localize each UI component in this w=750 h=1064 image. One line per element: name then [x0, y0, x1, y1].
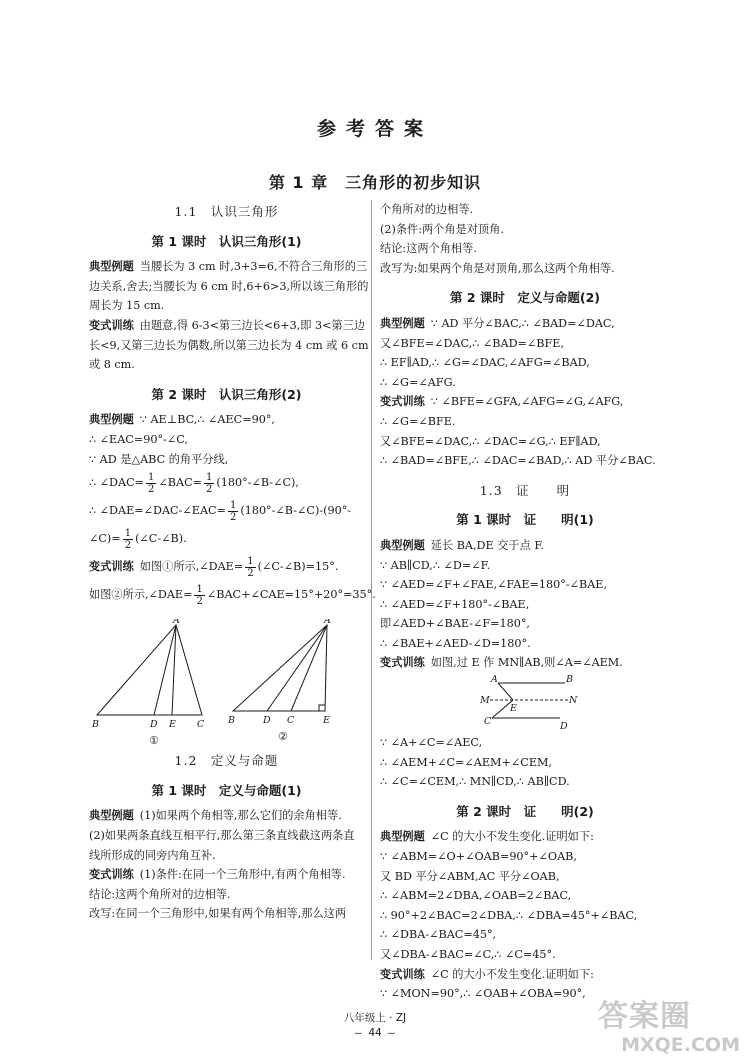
answer-line: ∴ ∠EAC=90°-∠C, — [89, 432, 188, 446]
fig1-label-e: E — [169, 719, 176, 731]
answer-line: 典型例题 ∵ AD 平分∠BAC,∴ ∠BAD=∠DAC, — [380, 316, 615, 330]
answer-line: ∴ ∠BAE+∠AED-∠D=180°. — [380, 636, 531, 650]
answer-line: 又∠BFE=∠DAC,∴ ∠DAC=∠G,∴ EF∥AD, — [380, 434, 601, 448]
answer-line: ∴ ∠AEM+∠C=∠AEM+∠CEM, — [380, 755, 552, 769]
practice-label: 变式训练 — [89, 560, 134, 574]
answer-line: (2)条件:两个角是对顶角. — [380, 222, 504, 236]
lesson-2-title: 第 2 课时 认识三角形(2) — [151, 386, 302, 402]
answer-line: ∵ ∠MON=90°,∴ ∠OAB+∠OBA=90°, — [380, 987, 586, 1001]
left-column — [89, 200, 376, 924]
fig2-label-b: B — [228, 715, 235, 727]
practice-label: 变式训练 — [89, 868, 134, 882]
fig1-caption: ① — [149, 734, 159, 748]
fig1-label-b: B — [92, 719, 99, 731]
answer-line: 变式训练 由题意,得 6-3<第三边长<6+3,即 3<第三边 — [89, 318, 366, 332]
watermark-url: MXQE.COM — [621, 1034, 740, 1056]
lesson-5-title: 第 1 课时 证 明(1) — [456, 512, 594, 528]
fraction: $\frac{1}{2}$ — [206, 471, 213, 495]
lesson-3-title: 第 1 课时 定义与命题(1) — [151, 782, 302, 798]
triangle-diagrams — [89, 619, 364, 747]
right-column — [380, 200, 670, 1004]
triangle-figures — [89, 619, 364, 747]
example-label: 典型例题 — [380, 538, 425, 552]
example-label: 典型例题 — [89, 413, 134, 427]
answer-line: ∴ ∠DBA-∠BAC=45°, — [380, 928, 497, 942]
answer-line: 又∠BFE=∠DAC,∴ ∠BAD=∠BFE, — [380, 336, 564, 350]
answer-line: 周长为 15 cm. — [89, 299, 165, 313]
example-label: 典型例题 — [89, 809, 134, 823]
answer-line: ∴ ∠C=∠CEM,∴ MN∥CD,∴ AB∥CD. — [380, 775, 570, 789]
answer-line: 边关系,舍去;当腰长为 6 cm 时,6+6>3,所以该三角形的 — [89, 279, 369, 293]
answer-line: 变式训练 (1)条件:在同一个三角形中,有两个角相等. — [89, 868, 346, 882]
answer-line: 改写:在同一个三角形中,如果有两个角相等,那么这两 — [89, 907, 347, 921]
answer-line: ∵ ∠ABM=∠O+∠OAB=90°+∠OAB, — [380, 850, 577, 864]
answer-line: ∴ EF∥AD,∴ ∠G=∠DAC,∠AFG=∠BAD, — [380, 356, 590, 370]
fig2-label-d: D — [263, 715, 271, 727]
answer-line: 典型例题 延长 BA,DE 交于点 F. — [380, 538, 544, 552]
answer-line: 变式训练 ∵ ∠BFE=∠GFA,∠AFG=∠G,∠AFG, — [380, 395, 624, 409]
chapter-title: 第 1 章 三角形的初步知识 — [268, 173, 482, 192]
fraction: $\frac{1}{2}$ — [124, 527, 132, 551]
answer-line: 或 8 cm. — [89, 358, 135, 372]
answer-line: 如图②所示,∠DAE= $\frac{1}{2}$ ∠BAC+∠CAE=15°+20°=35°. — [89, 583, 376, 607]
section-1-2-heading: 1.2 定义与命题 — [174, 753, 279, 769]
fig2-caption: ② — [278, 730, 288, 744]
answer-line: 变式训练 如图,过 E 作 MN∥AB,则∠A=∠AEM. — [380, 656, 623, 670]
answer-line: ∴ ∠BAD=∠BFE,∴ ∠DAC=∠BAD,∴ AD 平分∠BAC. — [380, 454, 656, 468]
practice-label: 变式训练 — [380, 395, 425, 409]
example-label: 典型例题 — [380, 316, 425, 330]
mn-label-n: N — [569, 695, 578, 707]
practice-label: 变式训练 — [380, 656, 425, 670]
lesson-1-title: 第 1 课时 认识三角形(1) — [151, 233, 302, 249]
answer-line: 线所形成的同旁内角互补. — [89, 848, 216, 862]
section-1-1-heading: 1.1 认识三角形 — [174, 204, 279, 219]
answer-line: ∵ AB∥CD,∴ ∠D=∠F. — [380, 558, 491, 572]
answer-line: 典型例题 ∵ AE⊥BC,∴ ∠AEC=90°, — [89, 413, 275, 427]
watermark-logo — [598, 1000, 746, 1060]
parallel-lines-diagram — [380, 673, 670, 731]
answer-line: ∴ ∠AED=∠F+180°-∠BAE, — [380, 597, 530, 611]
section-1-3-heading: 1.3 证 明 — [479, 482, 571, 498]
mn-label-a: A — [491, 674, 498, 686]
answer-line: ∴ ∠DAE=∠DAC-∠EAC= $\frac{1}{2}$ (180°-∠B-∠C)-(90°- — [89, 499, 352, 523]
fig1-label-d: D — [150, 719, 158, 731]
fraction: $\frac{1}{2}$ — [247, 555, 254, 579]
fig1-label-a: A — [173, 619, 180, 627]
mn-label-d: D — [560, 721, 568, 732]
column-divider — [371, 200, 372, 960]
fig2-label-e: E — [323, 715, 330, 727]
lesson-4-title: 第 2 课时 定义与命题(2) — [449, 290, 601, 306]
answer-line: ∴ ∠DAC= $\frac{1}{2}$ ∠BAC= $\frac{1}{2}$ (180°-∠B-∠C), — [89, 471, 299, 495]
answer-line: 长<9,又第三边长为偶数,所以第三边长为 4 cm 或 6 cm — [89, 338, 369, 352]
answer-line: ∠C)= $\frac{1}{2}$ (∠C-∠B). — [89, 527, 187, 551]
fig2-label-a: A — [324, 619, 331, 627]
fig1-label-c: C — [197, 719, 205, 731]
answer-line: 结论:这两个角所对的边相等. — [89, 887, 231, 901]
mn-label-c: C — [484, 716, 492, 728]
example-label: 典型例题 — [380, 830, 425, 844]
answer-line: 结论:这两个角相等. — [380, 242, 477, 256]
fraction: $\frac{1}{2}$ — [196, 583, 203, 607]
answer-line: 典型例题 (1)如果两个角相等,那么它们的余角相等. — [89, 809, 342, 823]
answer-line: 又 BD 平分∠ABM,AC 平分∠OAB, — [380, 869, 560, 883]
fig2-label-c: C — [287, 715, 295, 727]
answer-line: 改写为:如果两个角是对顶角,那么这两个角相等. — [380, 261, 615, 275]
example-label: 典型例题 — [89, 260, 134, 274]
practice-label: 变式训练 — [89, 318, 134, 332]
answer-line: (2)如果两条直线互相平行,那么第三条直线截这两条直 — [89, 828, 355, 842]
answer-line: ∴ ∠ABM=2∠DBA,∠OAB=2∠BAC, — [380, 889, 572, 903]
answer-line: 变式训练 如图①所示,∠DAE= $\frac{1}{2}$ (∠C-∠B)=15°. — [89, 555, 339, 579]
lesson-6-title: 第 2 课时 证 明(2) — [456, 803, 594, 819]
mn-label-e: E — [510, 703, 517, 715]
answer-line: 个角所对的边相等. — [380, 203, 474, 216]
answer-line: ∴ ∠G=∠BFE. — [380, 414, 456, 428]
practice-label: 变式训练 — [380, 967, 425, 981]
watermark-title: 答案圈 — [598, 999, 691, 1034]
fraction: $\frac{1}{2}$ — [148, 471, 155, 495]
answer-line: 典型例题 ∠C 的大小不发生变化.证明如下: — [380, 830, 594, 844]
answer-line: 典型例题 当腰长为 3 cm 时,3+3=6,不符合三角形的三 — [89, 260, 368, 274]
answer-line: ∵ ∠A+∠C=∠AEC, — [380, 736, 483, 750]
mn-label-b: B — [566, 674, 573, 686]
parallel-lines-figure — [380, 673, 670, 731]
answer-line: ∵ ∠AED=∠F+∠FAE,∠FAE=180°-∠BAE, — [380, 578, 608, 592]
fraction: $\frac{1}{2}$ — [229, 499, 237, 523]
footer-grade: 八年级上 · ZJ — [343, 1012, 407, 1024]
mn-label-m: M — [480, 695, 490, 707]
page-number: — 44 — — [355, 1026, 395, 1039]
answer-line: 变式训练 ∠C 的大小不发生变化.证明如下: — [380, 967, 594, 981]
answer-line: ∴ ∠G=∠AFG. — [380, 375, 456, 389]
answer-line: ∵ AD 是△ABC 的角平分线, — [89, 452, 229, 466]
answer-line: 又∠DBA-∠BAC=∠C,∴ ∠C=45°. — [380, 948, 556, 961]
answer-line: ∴ 90°+2∠BAC=2∠DBA,∴ ∠DBA=45°+∠BAC, — [380, 908, 638, 922]
page-title: 参考答案 — [316, 118, 433, 140]
answer-line: 即∠AED+∠BAE-∠F=180°, — [380, 617, 530, 631]
